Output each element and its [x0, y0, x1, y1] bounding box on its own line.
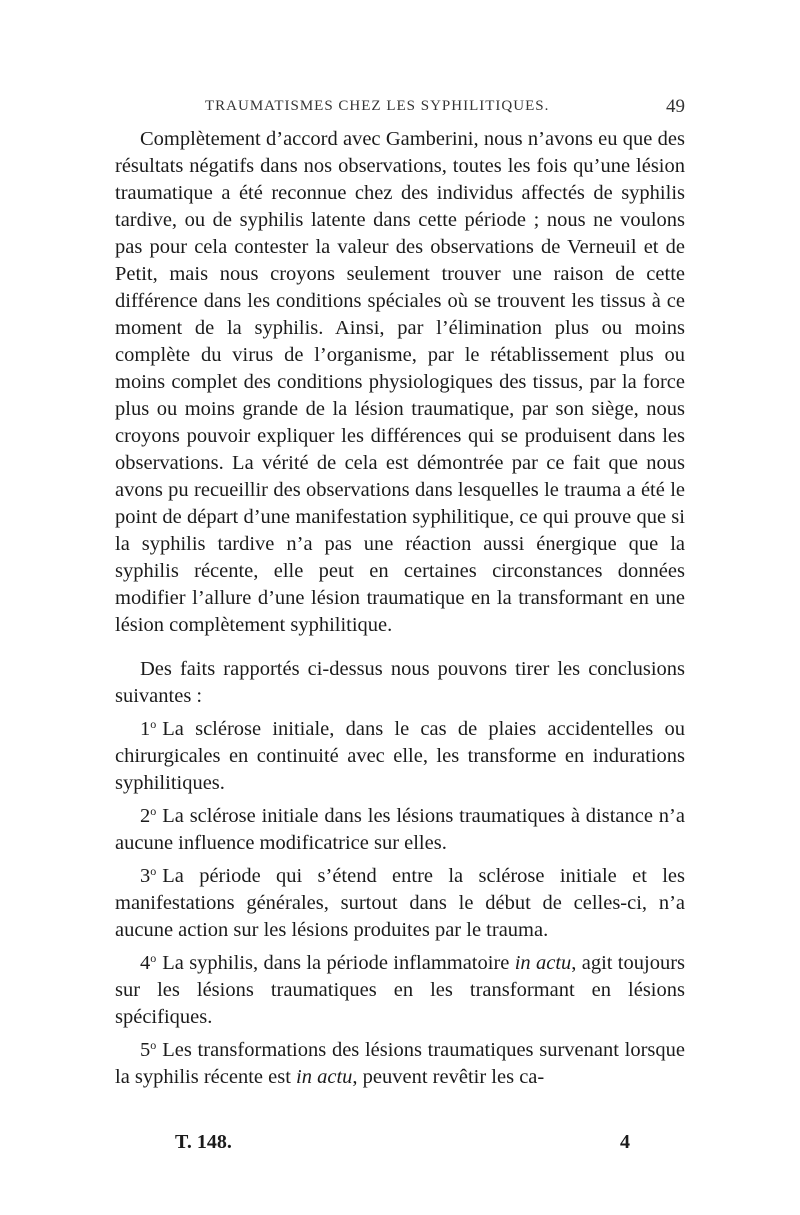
conclusion-text: La sclérose initiale dans les lésions traumatiques à distance n’a aucune influence modificatrice sur elles.	[115, 805, 685, 854]
page-footer	[115, 1131, 685, 1159]
conclusion-number: 2$^o$	[140, 804, 157, 827]
conclusion-item-2	[115, 803, 685, 857]
conclusion-item-3	[115, 863, 685, 944]
conclusion-number: 5$^o$	[140, 1038, 157, 1061]
signature-mark: T. 148.	[175, 1131, 232, 1153]
conclusion-text-before: La syphilis, dans la période inflammatoire	[162, 952, 510, 974]
page-number: 49	[666, 96, 685, 117]
running-title: TRAUMATISMES CHEZ LES SYPHILITIQUES.	[205, 98, 550, 114]
conclusion-item-1	[115, 716, 685, 797]
conclusion-item-5	[115, 1037, 685, 1091]
conclusion-text-after: , peuvent revêtir les ca-	[352, 1066, 545, 1088]
conclusion-item-4	[115, 950, 685, 1031]
conclusion-number: 3$^o$	[140, 864, 157, 887]
conclusion-number: 4$^o$	[140, 951, 157, 974]
conclusion-italic-term: in actu	[296, 1066, 353, 1088]
paragraph-syphilis-discussion: Complètement d’accord avec Gamberini, nous n’avons eu que des résultats négatifs dans nos observations, toutes les fois qu’une lésion traumatique a été reconnue chez des individus affectés de syphilis tardive, ou de syphilis latente dans cette période ; nous ne voulons pas pour cela contester la valeur des observations de Verneuil et de Petit, mais nous croyons seulement trouver une raison de cette différence dans les conditions spéciales où se trouvent les tissus à ce moment de la syphilis. Ainsi, par l’élimination plus ou moins complète du virus de l’organisme, par le rétablissement plus ou moins complet des conditions physiologiques des tissus, par la force plus ou moins grande de la lésion traumatique, par son siège, nous croyons pouvoir expliquer les différences qui se produisent dans les observations. La vérité de cela est démontrée par ce fait que nous avons pu recueillir des observations dans lesquelles le trauma a été le point de départ d’une manifestation syphilitique, ce qui prouve que si la syphilis tardive n’a pas une réaction aussi énergique que la syphilis récente, elle peut en certaines circonstances données modifier l’allure d’une lésion traumatique en la transformant en une lésion complètement syphilitique.	[115, 128, 685, 636]
conclusion-text: La période qui s’étend entre la sclérose initiale et les manifestations générales, surtout dans le début de celles-ci, n’a aucune action sur les lésions produites par le trauma.	[115, 865, 685, 941]
conclusion-text: La sclérose initiale, dans le cas de plaies accidentelles ou chirurgicales en continuité avec elle, les transforme en indurations syphilitiques.	[115, 718, 685, 794]
conclusion-number: 1$^o$	[140, 717, 157, 740]
signature-number: 4	[620, 1131, 630, 1153]
running-head	[115, 98, 685, 122]
conclusion-text-before: Les transformations des lésions traumatiques survenant lorsque la syphilis récente est	[115, 1039, 685, 1088]
body-text	[115, 126, 685, 1091]
paragraph-conclusions-intro: Des faits rapportés ci-dessus nous pouvons tirer les conclusions suivantes :	[115, 658, 685, 707]
conclusion-italic-term: in actu	[514, 952, 572, 974]
conclusion-text-after: , agit toujours sur les lésions traumatiques en les transformant en lésions spécifiques.	[115, 952, 686, 1028]
